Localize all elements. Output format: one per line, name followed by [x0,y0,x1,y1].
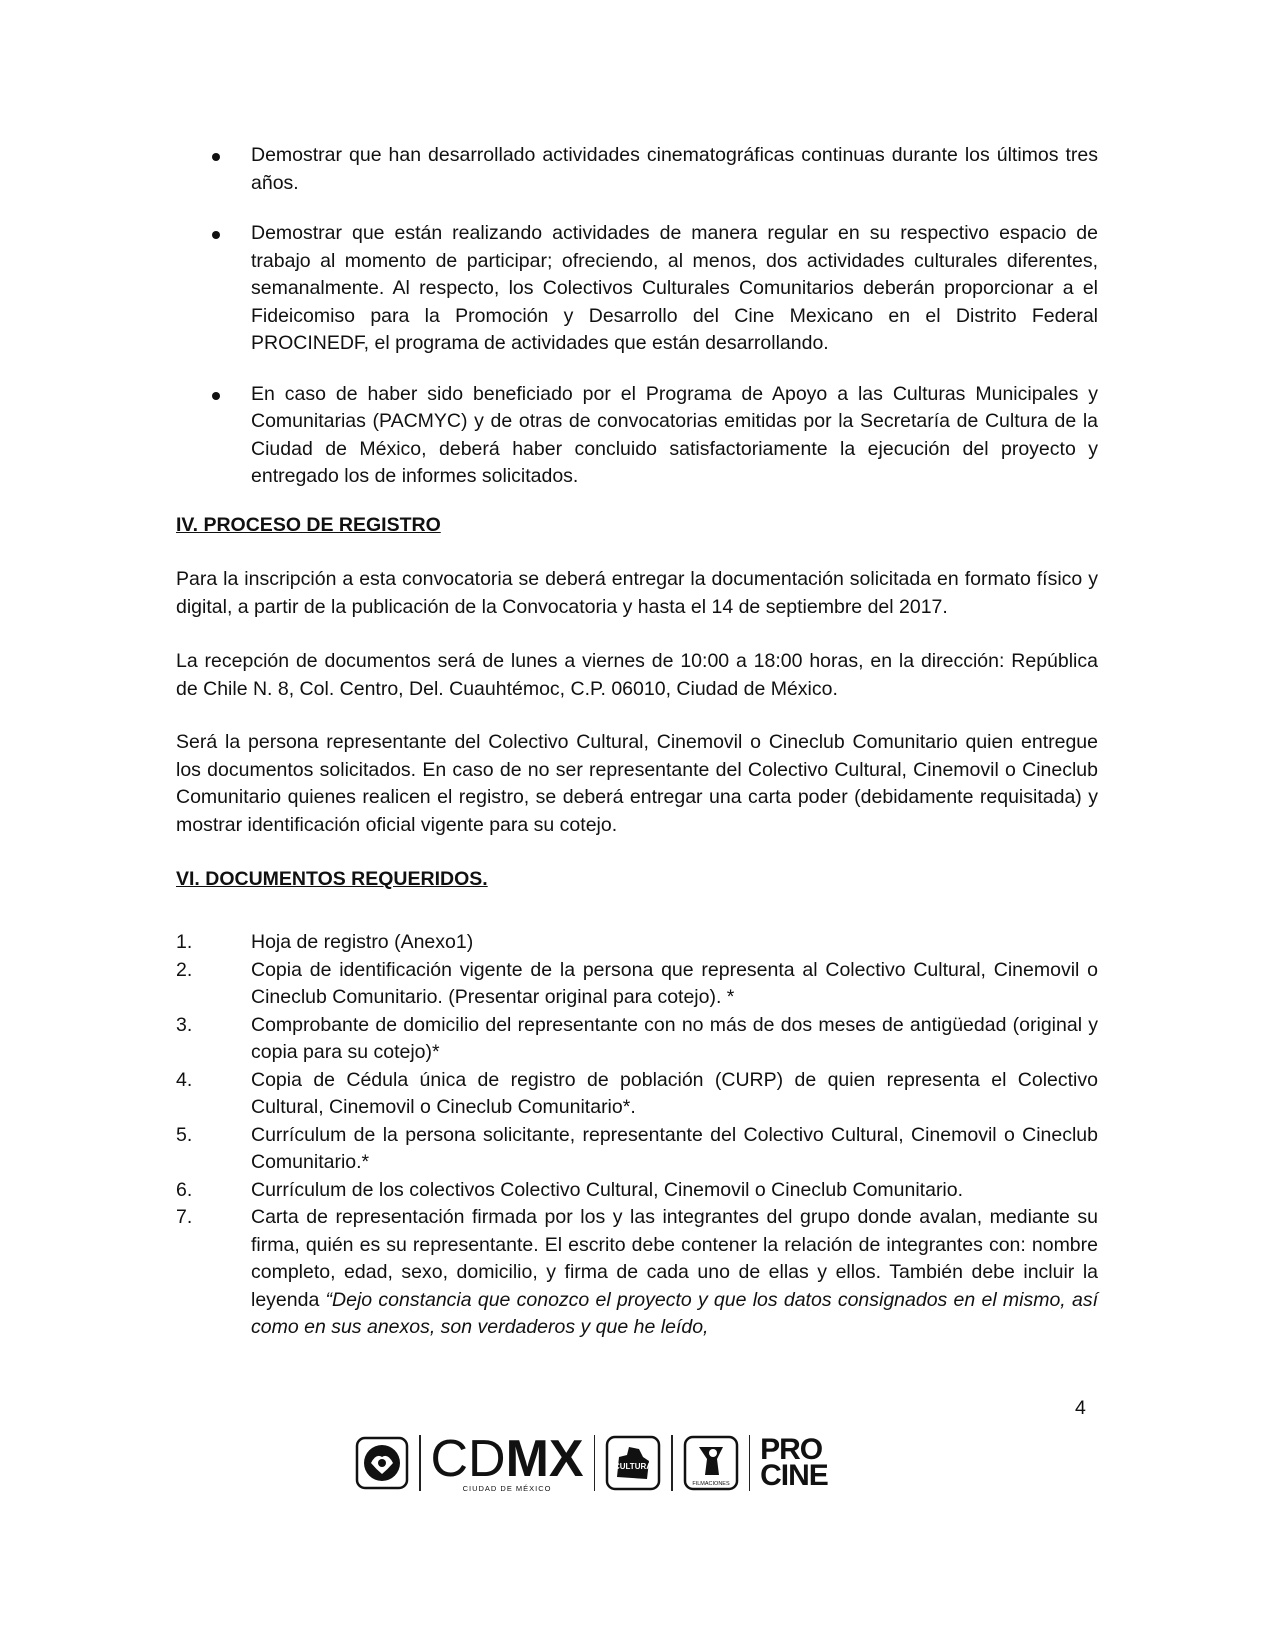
section-iv-paragraph: Será la persona representante del Colectivo Cultural, Cinemovil o Cineclub Comunitario quien entregue los documentos solicitados. En caso de no ser representante del Colectivo Cultural, Cinemovil o Cineclub Comunitario quienes realicen el registro, se deberá entregar una carta poder (debidamente requisitada) y mostrar identificación oficial vigente para su cotejo. [176,731,1098,836]
item-quote: “Dejo constancia que conozco el proyecto y que los datos consignados en el mismo, así como en sus anexos, son verdaderos y que he leído, [251,1288,1098,1338]
page-number: 4 [1075,1397,1086,1419]
document-item [176,957,1098,1012]
item-text: Currículum de los colectivos Colectivo Cultural, Cinemovil o Cineclub Comunitario. [251,1178,964,1201]
bullet-dot [212,231,220,239]
bullet-dot [212,153,220,161]
document-item [176,1012,1098,1067]
document-item [176,929,1098,957]
eagle-seal-logo [355,1436,409,1490]
bullet-text: En caso de haber sido beneficiado por el Programa de Apoyo a las Culturas Municipales y Comunitarias (PACMYC) y de otras de convocatorias emitidas por la Secretaría de Cultura de la Ciudad de México, deberá haber concluido satisfactoriamente la ejecución del proyecto y entregado los de informes solicitados. [251,382,1098,487]
section-vi-heading: VI. DOCUMENTOS REQUERIDOS. [176,868,488,890]
section-iv-heading: IV. PROCESO DE REGISTRO [176,514,441,536]
cdmx-logo [430,1429,584,1493]
item-text: Carta de representación firmada por los y las integrantes del grupo donde avalan, mediante su firma, quién es su representante. El escrito debe contener la relación de integrantes con: nombre completo, edad, sexo, domicilio, y firma de cada uno de ellas y ellos. También debe incluir la leyenda [251,1206,1098,1311]
item-number: 7. [176,1206,193,1228]
document-item [176,1177,1098,1205]
logo-divider [671,1435,673,1491]
item-text: Hoja de registro (Anexo1) [251,931,474,953]
document-item [176,1067,1098,1122]
item-number: 2. [176,958,193,981]
item-number: 3. [176,1013,193,1036]
bullet-text: Demostrar que están realizando actividades de manera regular en su respectivo espacio de trabajo al momento de participar; ofreciendo, al menos, dos actividades culturales diferentes, semanalmente. Al respecto, los Colectivos Culturales Comunitarios deberán proporcionar a el Fideicomiso para la Promoción y Desarrollo del Cine Mexicano en el Distrito Federal PROCINEDF, el programa de actividades que están desarrollando. [251,222,1098,354]
bullet-item [176,220,1098,358]
filmaciones-logo [683,1435,739,1491]
svg-text:CULTURA: CULTURA [614,1462,653,1471]
bullet-item [176,381,1098,491]
logo-divider [749,1435,751,1491]
bullet-dot [212,392,220,400]
item-text: Currículum de la persona solicitante, representante del Colectivo Cultural, Cinemovil o Cineclub Comunitario.* [251,1123,1098,1173]
procine-logo [760,1433,828,1492]
bullet-item [176,142,1098,197]
cdmx-thin-text: CD [430,1429,506,1488]
section-iv-paragraph: Para la inscripción a esta convocatoria se deberá entregar la documentación solicitada en formato físico y digital, a partir de la publicación de la Convocatoria y hasta el 14 de septiembre del 2017. [176,568,1098,618]
required-documents-list [176,929,1098,1342]
cdmx-bold-text: MX [505,1429,584,1488]
footer-logos [355,1429,895,1494]
procine-line-1: PRO [760,1433,823,1466]
item-text: Copia de Cédula única de registro de población (CURP) de quien representa el Colectivo Cultural, Cinemovil o Cineclub Comunitario*. [251,1068,1098,1118]
procine-line-2: CINE [760,1459,828,1492]
document-item [176,1122,1098,1177]
logo-divider [419,1435,421,1491]
item-text: Copia de identificación vigente de la persona que representa al Colectivo Cultural, Cinemovil o Cineclub Comunitario. (Presentar original para cotejo). * [251,958,1098,1008]
item-text: Comprobante de domicilio del representante con no más de dos meses de antigüedad (original y copia para su cotejo)* [251,1013,1098,1063]
cultura-logo [605,1435,661,1491]
item-number: 6. [176,1178,193,1201]
svg-text:FILMACIONES: FILMACIONES [691,1481,730,1487]
item-number: 4. [176,1068,193,1091]
item-number: 1. [176,931,193,953]
bullet-text: Demostrar que han desarrollado actividades cinematográficas continuas durante los últimos tres años. [251,144,1098,194]
section-iv-paragraph: La recepción de documentos será de lunes a viernes de 10:00 a 18:00 horas, en la dirección: República de Chile N. 8, Col. Centro, Del. Cuauhtémoc, C.P. 06010, Ciudad de México. [176,650,1098,700]
item-number: 5. [176,1123,193,1146]
cdmx-subtitle: CIUDAD DE MÉXICO [462,1483,552,1493]
logo-divider [594,1435,596,1491]
document-item [176,1204,1098,1342]
requirements-bullet-list [176,142,1098,514]
